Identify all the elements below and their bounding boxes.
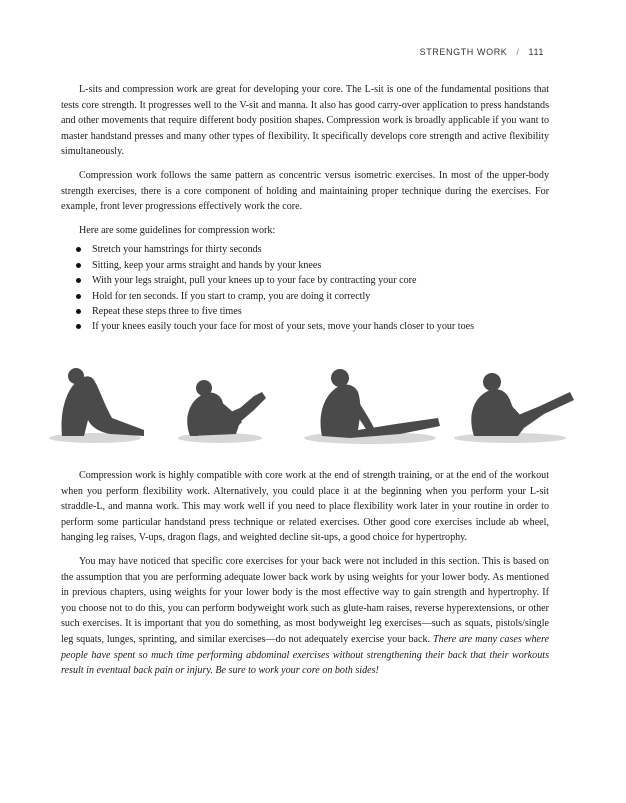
paragraph-compression-pattern: Compression work follows the same pattern as concentric versus isometric exercises. In most of the upper-body strength exercises, there is a core component of holding and maintaining proper technique during the exercises. For example, front lever progressions effectively work the core. bbox=[61, 169, 549, 213]
figure-sequence bbox=[40, 356, 590, 452]
paragraph-back-work-text: You may have noticed that specific core exercises for your back were not included in this section. This is based on the assumption that you are performing adequate lower back work by using weights for your lower body. As mentioned in previous chapters, using weights for your lower body is the most effective way to gain strength and hypertrophy. If you choose not to do this, you can perform bodyweight work such as glute-ham raises, reverse hyperextensions, or other such exercises. It is important that you do something, as most bodyweight leg exercises—such as squats, pistols/single leg squats, lunges, sprinting, and similar exercises—do not adequately exercise your back. bbox=[61, 555, 549, 645]
list-item: If your knees easily touch your face for most of your sets, move your hands closer to your toes bbox=[75, 319, 549, 334]
figure-head bbox=[483, 373, 501, 391]
figure-pose-4 bbox=[454, 373, 574, 443]
compression-exercise-figures bbox=[40, 356, 590, 452]
paragraph-intro: L-sits and compression work are great for developing your core. The L-sit is one of the fundamental positions that tests core strength. It progresses well to the V-sit and manna. It also has good carry-over application to press handstands and other movements that require different body position shapes. Compression work is broadly applicable if you want to master handstand presses and many other types of flexibility. It specifically develops core strength and active flexibility simultaneously. bbox=[61, 84, 549, 158]
text-block-bottom bbox=[61, 468, 549, 687]
guidelines-intro: Here are some guidelines for compression work: bbox=[79, 224, 276, 236]
header-separator: / bbox=[516, 47, 520, 57]
list-item: Repeat these steps three to five times bbox=[75, 304, 549, 319]
header-section-title: STRENGTH WORK bbox=[419, 47, 508, 57]
list-item: Hold for ten seconds. If you start to cramp, you are doing it correctly bbox=[75, 289, 549, 304]
list-item: Stretch your hamstrings for thirty seconds bbox=[75, 242, 549, 257]
list-item: Sitting, keep your arms straight and hands by your knees bbox=[75, 258, 549, 273]
figure-head bbox=[68, 368, 84, 384]
figure-body bbox=[321, 385, 440, 438]
running-header bbox=[420, 47, 544, 57]
page-number: 111 bbox=[528, 47, 544, 57]
guidelines-list bbox=[75, 242, 549, 334]
emphasis-warning: There are many cases where people have spent so much time performing abdominal exercises without strengthening their back that their workouts result in eventual back pain or injury. Be sure to work your core on both sides! bbox=[61, 633, 550, 677]
figure-body bbox=[62, 376, 144, 436]
paragraph-compatibility: Compression work is highly compatible with core work at the end of strength training, or at the end of the workout when you perform flexibility work. Alternatively, you could place it at the beginning when you perform your L-sit straddle-L, and manna work. This may work well if you need to place flexibility work later in your routine in order to perform some particular handstand press technique or related exercises. Other good core exercises include ab wheel, hanging leg raises, V-ups, dragon flags, and weighted decline sit-ups, a good choice for hypertrophy. bbox=[61, 470, 549, 544]
paragraph-back-work bbox=[61, 554, 549, 679]
figure-pose-2 bbox=[178, 380, 266, 443]
figure-pose-3 bbox=[304, 369, 440, 444]
text-block-top bbox=[61, 82, 549, 335]
figure-head bbox=[196, 380, 212, 396]
figure-pose-1 bbox=[49, 368, 144, 443]
figure-head bbox=[331, 369, 349, 387]
list-item: With your legs straight, pull your knees up to your face by contracting your core bbox=[75, 273, 549, 288]
